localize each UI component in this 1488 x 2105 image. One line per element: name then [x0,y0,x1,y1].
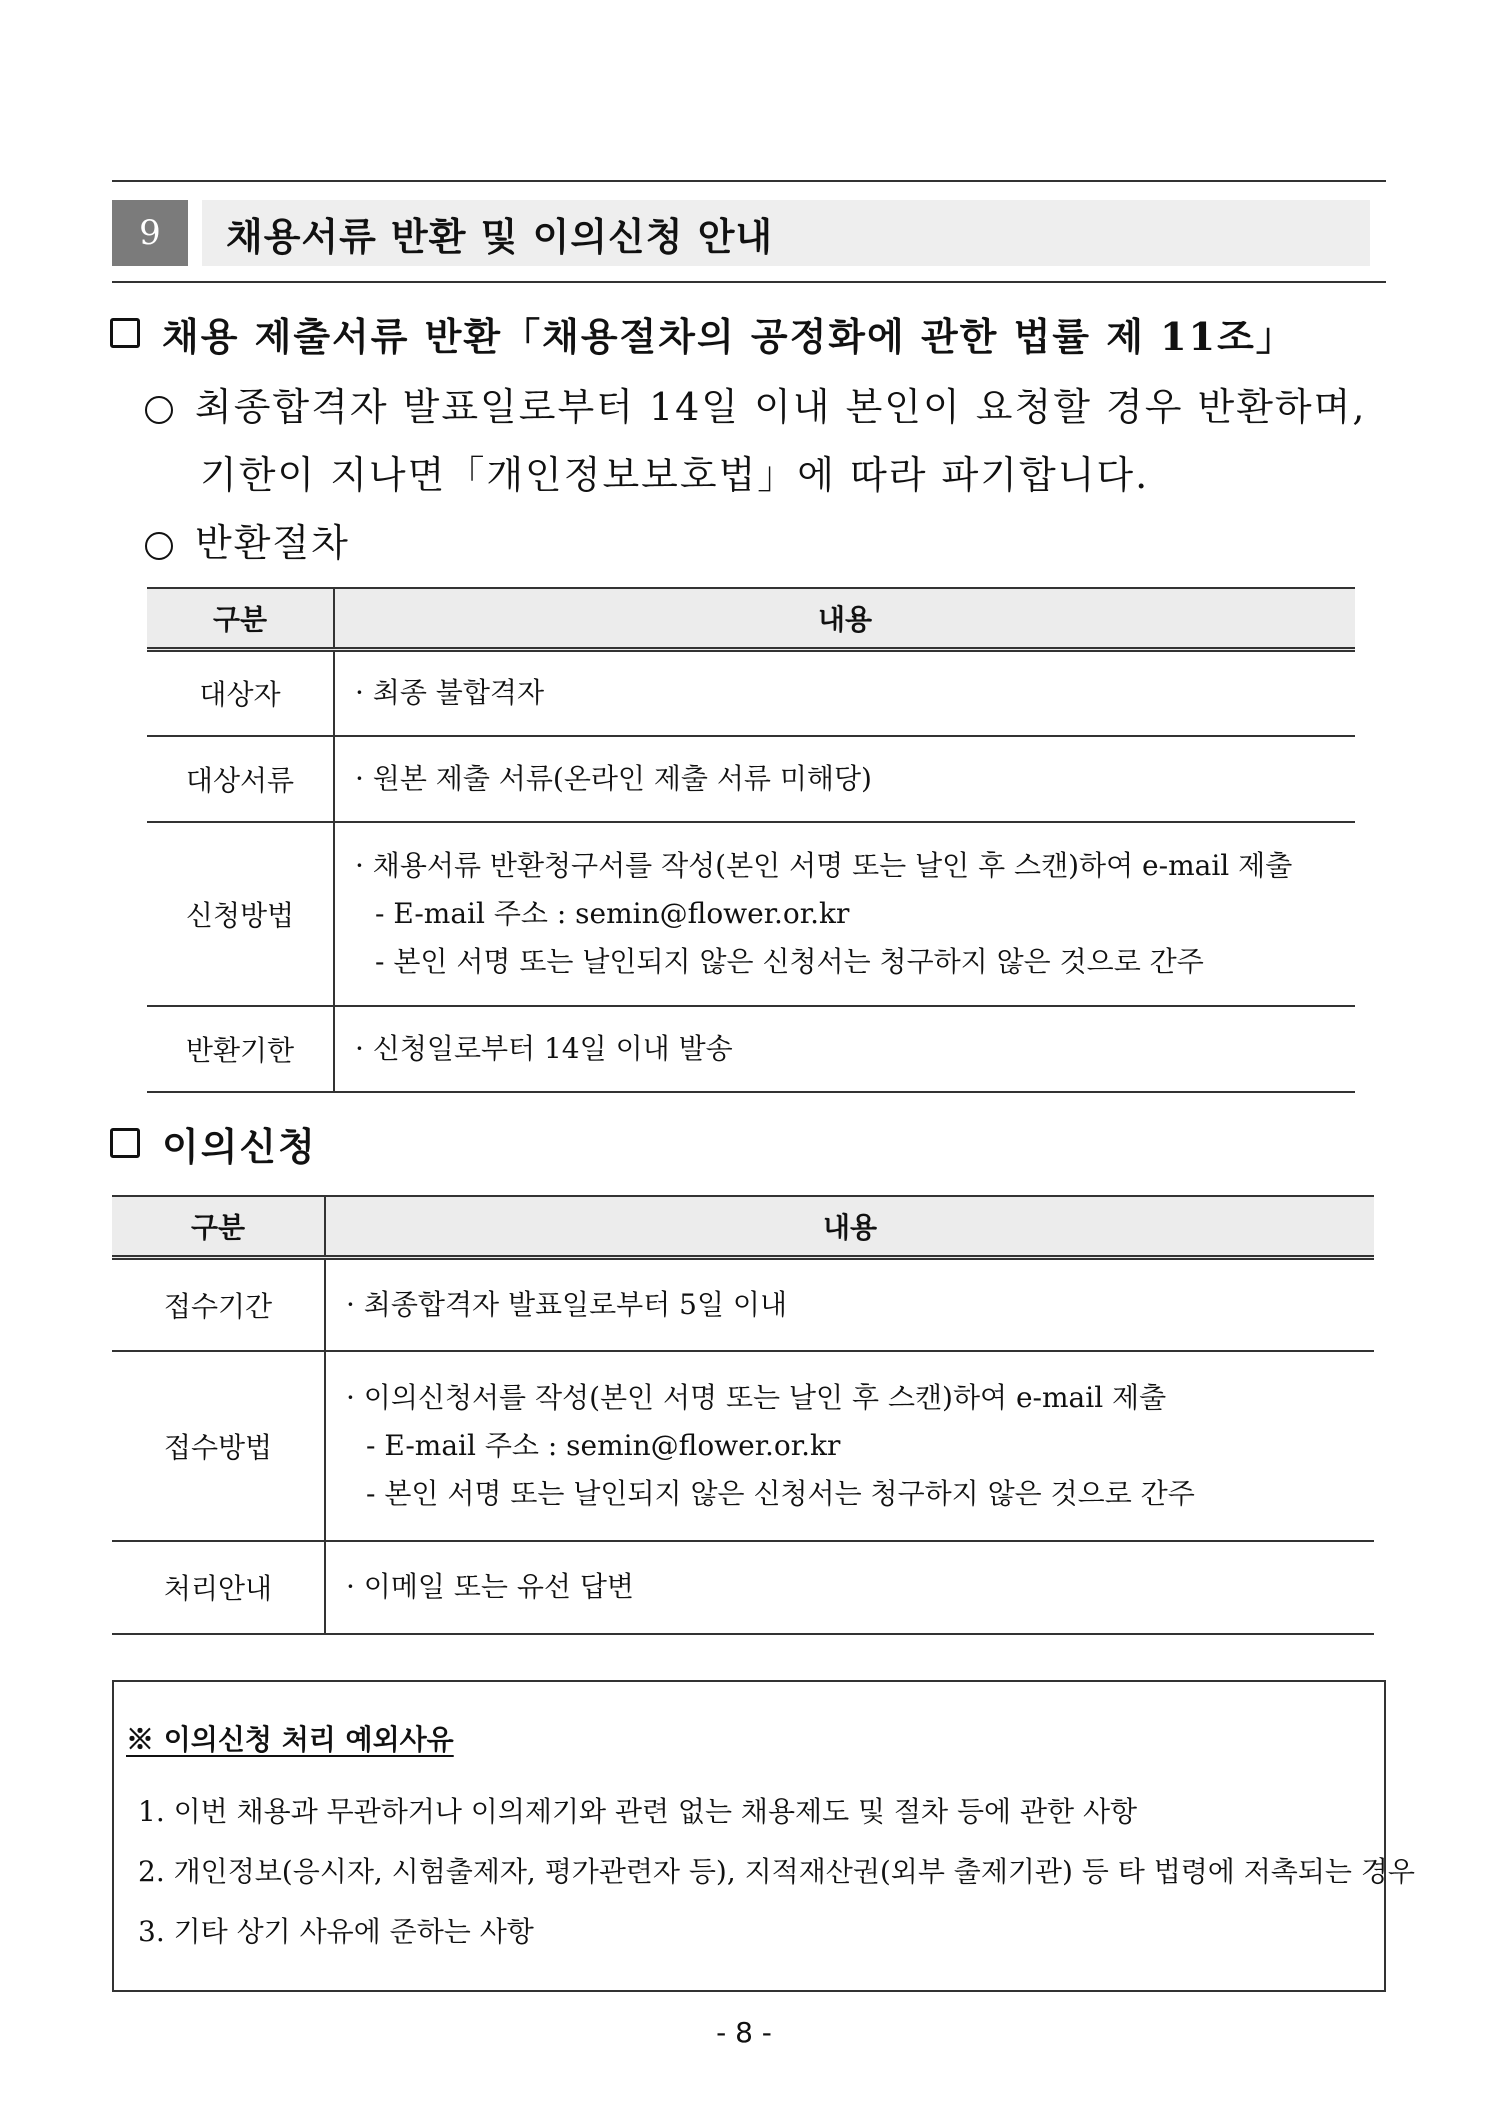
para2-text: 반환절차 [195,521,350,565]
table-row [147,650,1355,736]
header-category: 구분 [112,1196,325,1258]
page-number: - 8 - [716,2016,772,2049]
row-content [325,1258,1374,1351]
row-label: 처리안내 [112,1541,325,1634]
row-label: 신청방법 [147,822,334,1006]
row-line: · 신청일로부터 14일 이내 발송 [355,1031,733,1065]
section-number: 9 [112,200,188,266]
table-header-row [112,1196,1374,1258]
table-row [112,1541,1374,1634]
row-label: 접수방법 [112,1351,325,1541]
exception-note-box [112,1680,1415,1992]
table-header-row [147,588,1355,650]
header-category: 구분 [147,588,334,650]
note-item: 1. 이번 채용과 무관하거나 이의제기와 관련 없는 채용제도 및 절차 등에 관한 사항 [138,1795,1138,1828]
note-title: ※ 이의신청 처리 예외사유 [126,1723,454,1756]
checkbox-icon [110,318,140,348]
section-title: 채용서류 반환 및 이의신청 안내 [202,200,1370,266]
objection-heading-text: 이의신청 [162,1123,317,1169]
title-rule [112,281,1386,283]
note-item: 3. 기타 상기 사유에 준하는 사항 [138,1915,534,1948]
row-line: · 최종합격자 발표일로부터 5일 이내 [346,1287,787,1321]
row-content [325,1541,1374,1634]
header-content: 내용 [334,588,1355,650]
note-item: 2. 개인정보(응시자, 시험출제자, 평가관련자 등), 지적재산권(외부 출제기관) 등 타 법령에 저촉되는 경우 [138,1855,1415,1888]
row-label: 접수기간 [112,1258,325,1351]
table-row [112,1258,1374,1351]
return-procedure-table [147,587,1355,1093]
row-content [334,736,1355,822]
email-line: - E-mail 주소 : semin@flower.or.kr [375,896,850,930]
header-content: 내용 [325,1196,1374,1258]
table-row [147,1006,1355,1092]
return-docs-heading-text: 채용 제출서류 반환「채용절차의 공정화에 관한 법률 제 11조」 [162,313,1296,359]
objection-heading [110,1118,317,1168]
objection-table [112,1195,1374,1635]
row-line: · 최종 불합격자 [355,676,544,710]
row-label: 반환기한 [147,1006,334,1092]
row-line: - 본인 서명 또는 날인되지 않은 신청서는 청구하지 않은 것으로 간주 [375,944,1204,978]
row-label: 대상자 [147,650,334,736]
return-docs-heading [110,308,1296,358]
row-line: · 이의신청서를 작성(본인 서명 또는 날인 후 스캔)하여 e-mail 제출 [346,1380,1167,1414]
return-docs-para1-line2: 기한이 지나면「개인정보보호법」에 따라 파기합니다. [200,453,1150,497]
para1-line1-text: 최종합격자 발표일로부터 14일 이내 본인이 요청할 경우 반환하며, [195,385,1367,429]
return-docs-para2 [145,512,350,567]
row-line: · 이메일 또는 유선 답변 [346,1570,634,1603]
row-label: 대상서류 [147,736,334,822]
table-row [112,1351,1374,1541]
row-line: · 채용서류 반환청구서를 작성(본인 서명 또는 날인 후 스캔)하여 e-mail 제출 [355,848,1293,882]
row-content [325,1351,1374,1541]
return-docs-para1-line1 [145,376,1366,431]
circle-bullet-icon [145,532,173,560]
circle-bullet-icon [145,396,173,424]
row-content [334,1006,1355,1092]
table-row [147,822,1355,1006]
row-line: · 원본 제출 서류(온라인 제출 서류 미해당) [355,761,872,795]
checkbox-icon [110,1128,140,1158]
table-row [147,736,1355,822]
email-line: - E-mail 주소 : semin@flower.or.kr [366,1428,841,1462]
row-line: - 본인 서명 또는 날인되지 않은 신청서는 청구하지 않은 것으로 간주 [366,1476,1195,1510]
row-content [334,650,1355,736]
row-content [334,822,1355,1006]
top-rule [112,180,1386,182]
